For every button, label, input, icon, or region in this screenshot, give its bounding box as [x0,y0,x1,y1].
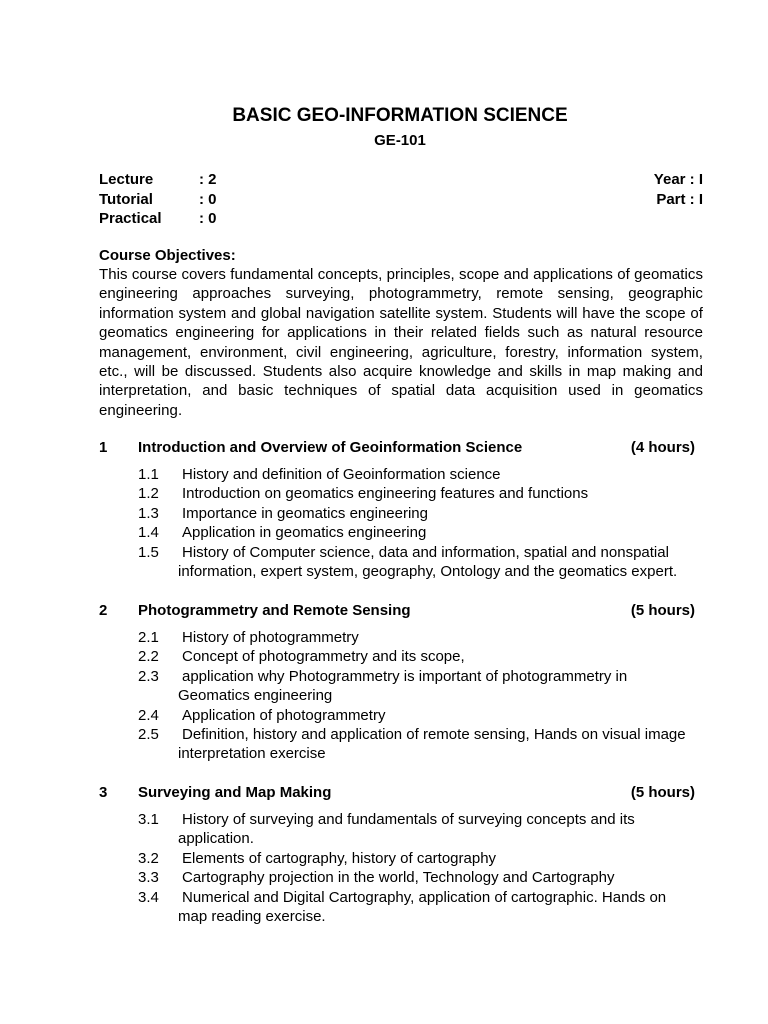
lecture-label: Lecture [99,171,154,188]
topic-number: 1.5 [138,543,159,561]
topic-text: Definition, history and application of remote sensing, Hands on visual image interpretation exercise [178,726,686,763]
topic-text: Application in geomatics engineering [182,524,427,542]
topic-number: 2.3 [138,667,159,685]
unit-hours: (5 hours) [630,784,695,801]
unit-title: Introduction and Overview of Geoinformation Science [138,439,523,456]
topic-text: Elements of cartography, history of cartography [182,849,497,867]
objectives-heading: Course Objectives: [99,247,236,264]
topic-number: 2.1 [138,629,159,646]
topic-item [99,725,695,764]
unit-title: Photogrammetry and Remote Sensing [138,602,411,619]
unit-heading [99,438,695,458]
topic-text: Cartography projection in the world, Technology and Cartography [182,869,615,887]
topic-text: Concept of photogrammetry and its scope, [182,648,465,666]
topic-text: History and definition of Geoinformation science [182,466,501,483]
unit-heading [99,783,695,803]
topic-text: Introduction on geomatics engineering features and functions [182,485,589,503]
topic-text: Numerical and Digital Cartography, application of cartographic. Hands on map reading exercise. [178,888,667,926]
practical-value: : 0 [199,210,217,227]
unit-1 [99,438,695,581]
topic-item [99,523,695,542]
part-text: Part : I [656,190,703,208]
topic-text: Application of photogrammetry [182,706,386,724]
topic-item [99,543,695,582]
year-part [654,170,703,209]
unit-heading [99,601,695,621]
unit-title: Surveying and Map Making [138,784,332,801]
topic-item [99,849,695,868]
topic-item [99,647,695,666]
topic-text: History of Computer science, data and information, spatial and nonspatial information, expert system, geography, Ontology and the geomatics expert. [178,543,678,581]
topic-item [99,888,695,927]
topic-number: 3.4 [138,888,159,906]
unit-number: 1 [99,439,108,456]
topic-list [99,810,695,926]
topic-item [99,484,695,503]
topic-number: 1.1 [138,466,159,483]
topic-item [99,810,695,849]
topic-text: Importance in geomatics engineering [182,504,428,522]
topic-number: 3.2 [138,849,159,867]
practical-label: Practical [99,210,162,227]
topic-text: History of surveying and fundamentals of surveying concepts and its application. [178,811,635,848]
objectives-paragraph: This course covers fundamental concepts, principles, scope and applications of geomatics engineering approaches surveying, photogrammetry, remote sensing, geographic information system and global navigation satellite system. Students will have the scope of geomatics engineering for applications in their related fields such as natural resource management, environment, civil engineering, agriculture, forestry, information system, etc., will be discussed. Students also acquire knowledge and skills in map making and interpretation, and basic techniques of spatial data acquisition used in geomatics engineering. [99,266,703,419]
course-hours [99,170,217,229]
topic-item [99,628,695,647]
topic-number: 2.4 [138,706,159,724]
topic-number: 2.2 [138,648,159,666]
topic-list [99,465,695,581]
document-title: BASIC GEO-INFORMATION SCIENCE [232,105,568,126]
topic-item [99,504,695,523]
lecture-row [99,170,217,190]
lecture-value: : 2 [199,171,217,188]
topic-item [99,706,695,725]
unit-hours: (5 hours) [630,602,695,619]
unit-number: 2 [99,602,108,619]
topic-number: 3.3 [138,869,159,887]
topic-item [99,868,695,887]
tutorial-row [99,190,217,210]
topic-number: 2.5 [138,726,159,744]
topic-number: 1.3 [138,504,159,522]
year-text: Year : I [653,171,703,188]
topic-number: 1.2 [138,485,159,503]
topic-number: 3.1 [138,811,159,828]
practical-row [99,209,217,229]
topic-text: application why Photogrammetry is important of photogrammetry in Geomatics engineering [178,667,628,705]
topic-number: 1.4 [138,524,159,542]
course-code: GE-101 [374,132,426,149]
topic-item [99,465,695,484]
tutorial-value: : 0 [199,190,217,208]
unit-2 [99,601,695,764]
unit-3 [99,783,695,926]
topic-text: History of photogrammetry [182,629,359,646]
topic-item [99,667,695,706]
topic-list [99,628,695,764]
unit-number: 3 [99,784,108,801]
unit-hours: (4 hours) [630,439,695,456]
tutorial-label: Tutorial [99,190,153,208]
